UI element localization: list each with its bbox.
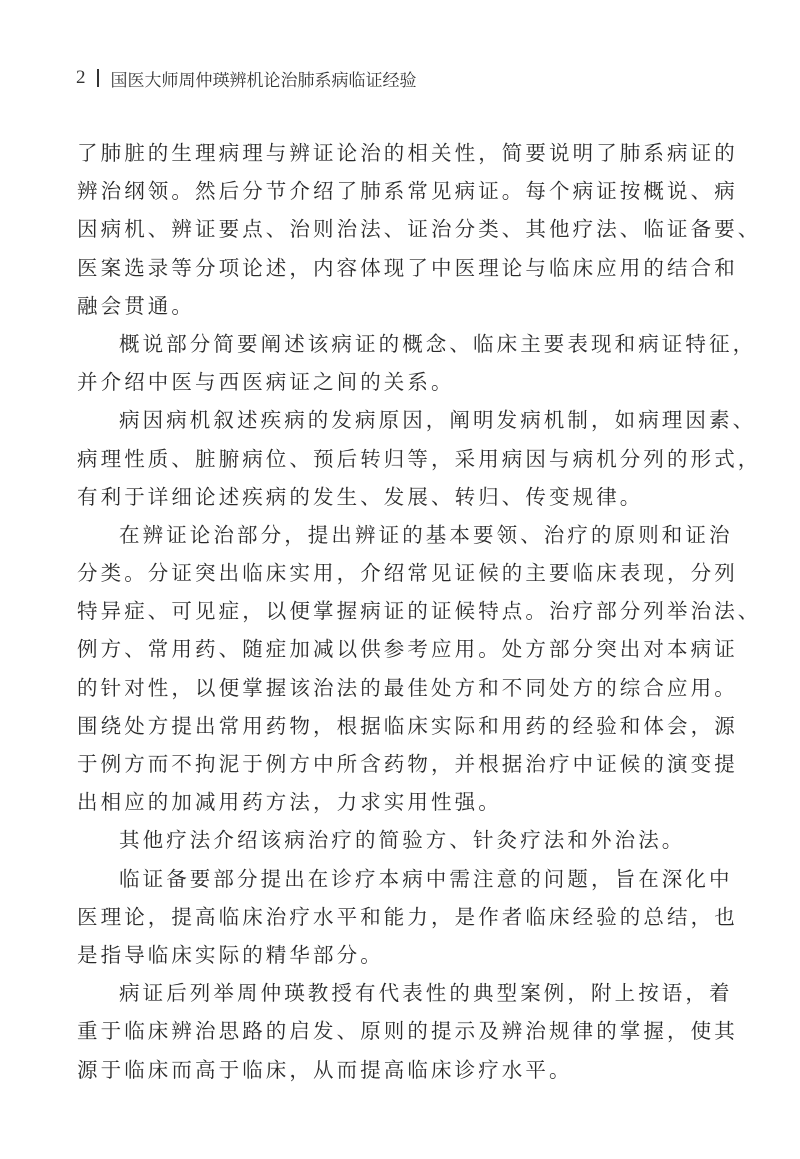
- paragraph: [77, 860, 738, 975]
- text-line: 围绕处方提出常用药物，根据临床实际和用药的经验和体会，源: [77, 713, 738, 738]
- page-number: 2: [76, 67, 86, 88]
- paragraph: [77, 325, 757, 401]
- text-line: 的针对性，以便掌握该治法的最佳处方和不同处方的综合应用。: [77, 675, 738, 700]
- text-line: 并介绍中医与西医病证之间的关系。: [77, 370, 455, 395]
- text-line: 概说部分简要阐述该病证的概念、临床主要表现和病证特征，: [119, 331, 757, 356]
- text-line: 病证后列举周仲瑛教授有代表性的典型案例，附上按语，着: [119, 981, 733, 1006]
- text-line: 融会贯通。: [77, 293, 195, 318]
- book-title: 国医大师周仲瑛辨机论治肺系病临证经验: [110, 70, 417, 91]
- text-line: 因病机、辨证要点、治则治法、证治分类、其他疗法、临证备要、: [77, 217, 762, 242]
- text-line: 特异症、可见症，以便掌握病证的证候特点。治疗部分列举治法、: [77, 599, 762, 624]
- running-header: [76, 64, 417, 92]
- text-line: 出相应的加减用药方法，力求实用性强。: [77, 790, 502, 815]
- text-line: 辨治纲领。然后分节介绍了肺系常见病证。每个病证按概说、病: [77, 179, 738, 204]
- text-line: 医理论，提高临床治疗水平和能力，是作者临床经验的总结，也: [77, 904, 738, 929]
- paragraph: [77, 401, 762, 516]
- text-line: 了肺脏的生理病理与辨证论治的相关性，简要说明了肺系病证的: [77, 141, 738, 165]
- text-line: 于例方而不拘泥于例方中所含药物，并根据治疗中证候的演变提: [77, 752, 738, 776]
- text-line: 例方、常用药、随症加减以供参考应用。处方部分突出对本病证: [77, 637, 738, 662]
- header-separator: [97, 69, 99, 87]
- page-body: [77, 134, 762, 1089]
- paragraph: [77, 974, 738, 1089]
- paragraph: [77, 516, 762, 822]
- text-line: 病理性质、脏腑病位、预后转归等，采用病因与病机分列的形式，: [77, 446, 762, 471]
- text-line: 有利于详细论述疾病的发生、发展、转归、传变规律。: [77, 484, 644, 509]
- text-line: 重于临床辨治思路的启发、原则的提示及辨治规律的掌握，使其: [77, 1019, 738, 1044]
- paragraph: [77, 821, 727, 859]
- text-line: 其他疗法介绍该病治疗的简验方、针灸疗法和外治法。: [119, 828, 686, 853]
- text-line: 是指导临床实际的精华部分。: [77, 942, 384, 967]
- text-line: 在辨证论治部分，提出辨证的基本要领、治疗的原则和证治: [119, 522, 733, 547]
- text-line: 病因病机叙述疾病的发病原因，阐明发病机制，如病理因素、: [119, 408, 757, 433]
- text-line: 医案选录等分项论述，内容体现了中医理论与临床应用的结合和: [77, 255, 738, 280]
- paragraph: [77, 134, 762, 325]
- text-line: 临证备要部分提出在诊疗本病中需注意的问题，旨在深化中: [119, 866, 733, 891]
- text-line: 源于临床而高于临床，从而提高临床诊疗水平。: [77, 1057, 573, 1082]
- text-line: 分类。分证突出临床实用，介绍常见证候的主要临床表现，分列: [77, 561, 738, 586]
